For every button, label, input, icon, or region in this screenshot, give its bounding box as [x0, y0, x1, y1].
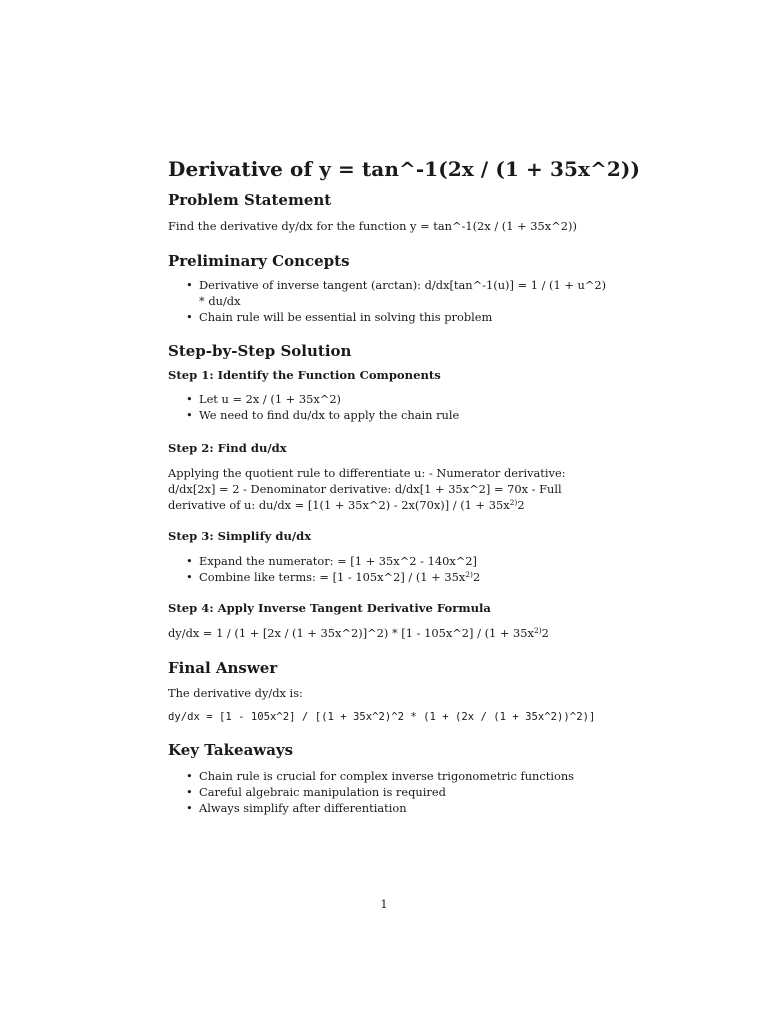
final-heading: Final Answer: [168, 659, 278, 677]
step1-heading: Step 1: Identify the Function Components: [168, 368, 441, 382]
list-item: • Expand the numerator: = [1 + 35x^2 - 140x^2]: [186, 554, 477, 568]
list-item: • Chain rule is crucial for complex inverse trigonometric functions: [186, 769, 575, 783]
page-title: Derivative of y = tan^-1(2x / (1 + 35x^2)): [168, 157, 641, 181]
step2-heading: Step 2: Find du/dx: [168, 441, 287, 455]
list-item: • Chain rule will be essential in solving this problem: [186, 310, 493, 324]
final-text: The derivative dy/dx is:: [168, 686, 303, 700]
takeaways-list: [168, 768, 574, 816]
preliminary-list: [168, 277, 608, 325]
step4-heading: Step 4: Apply Inverse Tangent Derivative Formula: [168, 601, 491, 615]
solution-heading: Step-by-Step Solution: [168, 342, 352, 360]
page-number: 1: [380, 897, 388, 911]
problem-text: Find the derivative dy/dx for the function y = tan^-1(2x / (1 + 35x^2)): [168, 219, 577, 233]
document-page: [168, 0, 641, 1024]
list-item: • We need to find du/dx to apply the chain rule: [186, 408, 460, 422]
final-formula: dy/dx = [1 - 105x^2] / [(1 + 35x^2)^2 * (1 + (2x / (1 + 35x^2))^2)]: [168, 711, 596, 723]
list-item: • Combine like terms: = [1 - 105x^2] / ($1 + 35x^{2)}2$: [186, 570, 481, 584]
step3-heading: Step 3: Simplify du/dx: [168, 529, 312, 543]
bullet-icon: •: [186, 801, 193, 815]
step3-list: [168, 553, 480, 585]
list-item: • Always simplify after differentiation: [186, 801, 407, 815]
bullet-icon: •: [186, 310, 193, 324]
step2-text: Applying the quotient rule to differentiate u: - Numerator derivative: d/dx[2x] = 2 - Denominator derivative: d/dx[1 + 35x^2] = 70x - Full derivative of u: du/dx = [1(1 + 35x^2) - $2x(70x)] / (1 + 35x^{2)}2$: [168, 466, 566, 512]
bullet-icon: •: [186, 554, 193, 568]
bullet-icon: •: [186, 769, 193, 783]
bullet-icon: •: [186, 408, 193, 422]
problem-heading: Problem Statement: [168, 191, 332, 209]
bullet-icon: •: [186, 278, 193, 292]
bullet-icon: •: [186, 785, 193, 799]
preliminary-heading: Preliminary Concepts: [168, 252, 350, 270]
step1-list: [168, 391, 459, 423]
bullet-icon: •: [186, 392, 193, 406]
list-item: • Let u = 2x / (1 + 35x^2): [186, 392, 342, 406]
list-item: • Careful algebraic manipulation is required: [186, 785, 446, 799]
list-item: • Derivative of inverse tangent (arctan): d/dx[tan^-1(u)] = 1 / (1 + u^2) * du/dx: [186, 278, 607, 308]
bullet-icon: •: [186, 570, 193, 584]
step4-text: dy/dx = 1 / (1 + [2x / (1 + 35x^2)]^2) * [1 - 105x^2] / ($1 + 35x^{2)}2$: [168, 626, 549, 640]
takeaways-heading: Key Takeaways: [168, 741, 294, 759]
